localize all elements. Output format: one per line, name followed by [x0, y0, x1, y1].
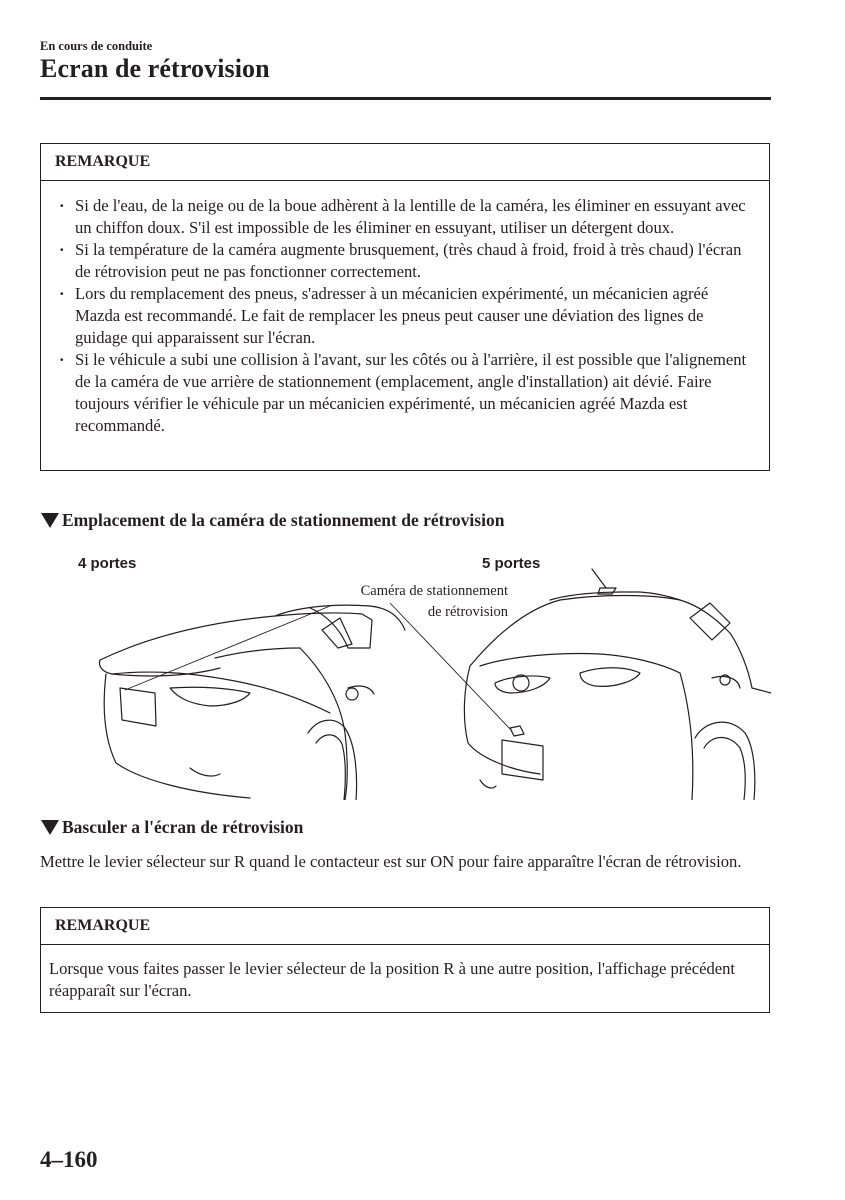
subheading-text: Emplacement de la caméra de stationnement de rétrovision: [62, 510, 505, 530]
note-item: · Lors du remplacement des pneus, s'adresser à un mécanicien expérimenté, un mécanicien agréé Mazda est recommandé. Le fait de remplacer les pneus peut causer une déviation des lignes de guidage qui apparaissent sur l'écran.: [59, 283, 757, 349]
page-title: Ecran de rétrovision: [40, 54, 270, 83]
note-body: Lorsque vous faites passer le levier sélecteur de la position R à une autre position, l'affichage précédent réapparaît sur l'écran.: [49, 959, 736, 1000]
sedan-rear-drawing: [100, 605, 406, 800]
body-paragraph: Mettre le levier sélecteur sur R quand le contacteur est sur ON pour faire apparaître l'écran de rétrovision.: [40, 852, 742, 871]
label-4-doors: 4 portes: [78, 555, 137, 572]
note-box-2: [40, 907, 770, 1013]
note-item: · Si la température de la caméra augmente brusquement, (très chaud à froid, froid à très chaud) l'écran de rétrovision peut ne pas fonctionner correctement.: [59, 239, 757, 283]
note-box-1: [40, 143, 770, 471]
triangle-bullet-icon: [41, 513, 59, 528]
hatchback-rear-drawing: [464, 569, 771, 800]
title-rule: [40, 97, 771, 100]
camera-label-line2: de rétrovision: [427, 604, 508, 620]
subheading-text: Basculer a l'écran de rétrovision: [62, 817, 304, 837]
camera-callout-label: [330, 581, 508, 623]
note-heading: REMARQUE: [41, 908, 769, 945]
subheading-camera-location: [40, 510, 504, 531]
note-item: · Si de l'eau, de la neige ou de la boue adhèrent à la lentille de la caméra, les éliminer en essuyant avec un chiffon doux. S'il est impossible de les éliminer en essuyant, utiliser un détergent doux.: [59, 195, 757, 239]
subheading-switch-screen: [40, 817, 303, 838]
note-heading: REMARQUE: [41, 144, 769, 181]
triangle-bullet-icon: [41, 820, 59, 835]
label-5-doors: 5 portes: [482, 555, 541, 572]
section-label: En cours de conduite: [40, 39, 153, 53]
camera-label-line1: Caméra de stationnement: [360, 583, 508, 599]
note-list: [41, 181, 769, 437]
page-number: 4–160: [40, 1147, 98, 1172]
note-item: · Si le véhicule a subi une collision à l'avant, sur les côtés ou à l'arrière, il est possible que l'alignement de la caméra de vue arrière de stationnement (emplacement, angle d'installation) ait dévié. Faire toujours vérifier le véhicule par un mécanicien expérimenté, un mécanicien agréé Mazda est recommandé.: [59, 349, 757, 437]
